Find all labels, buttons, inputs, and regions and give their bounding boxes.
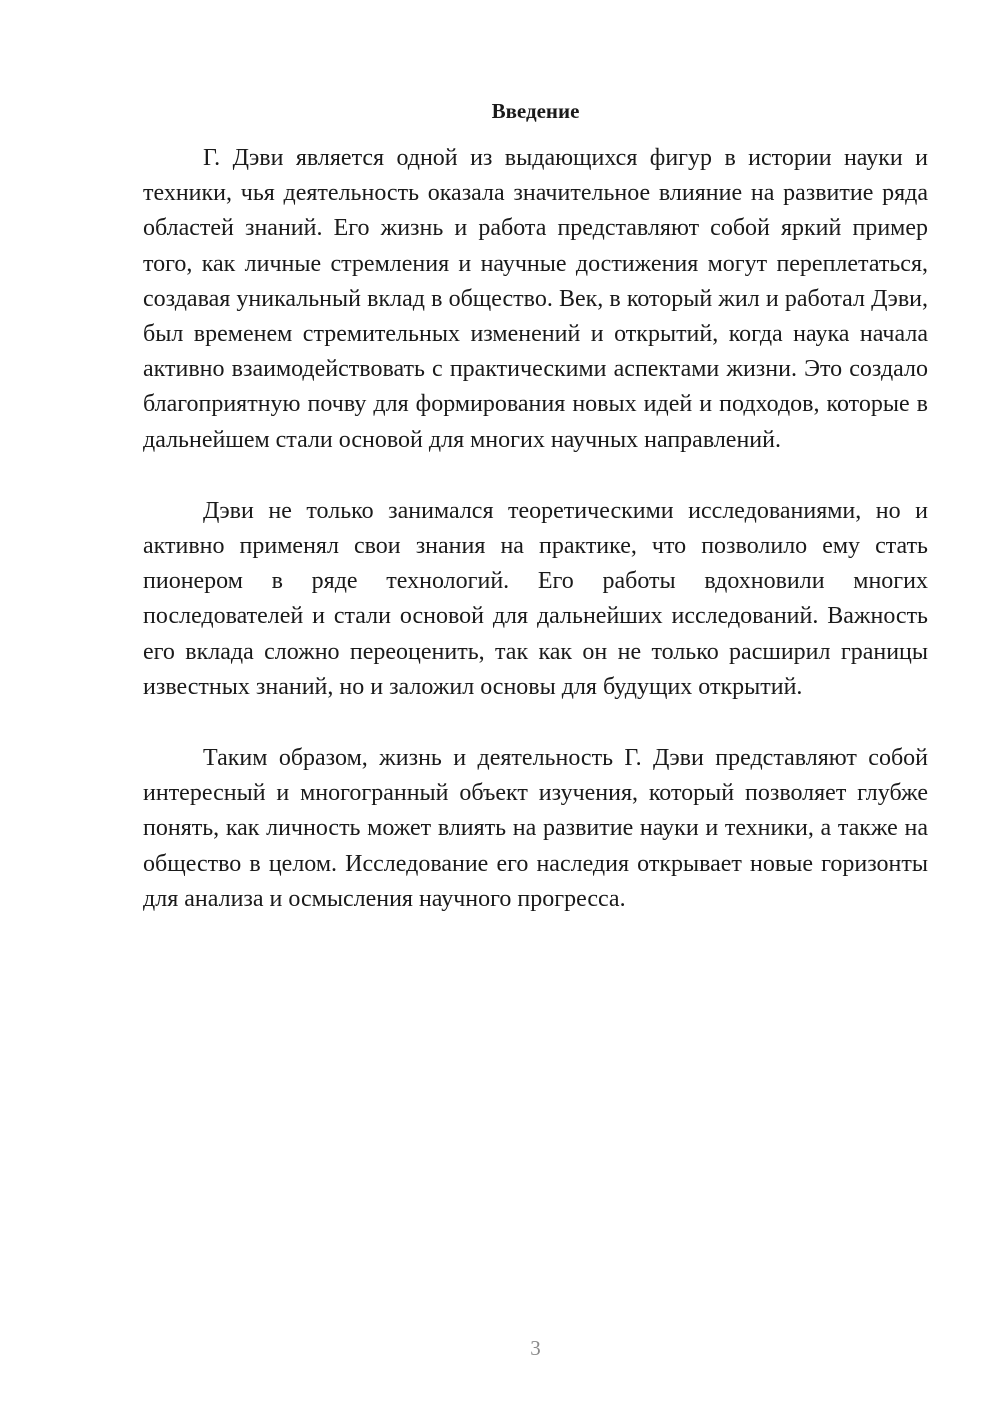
paragraph-2: Дэви не только занимался теоретическими исследованиями, но и активно применял свои знания на практике, что позволило ему стать пионером в ряде технологий. Его работы вдохновили многих последователей и стали основой для дальнейших исследований. Важность его вклада сложно переоценить, так как он не только расширил границы известных знаний, но и заложил основы для будущих открытий. [143, 497, 928, 700]
section-heading: Введение [491, 99, 580, 123]
paragraph-1: Г. Дэви является одной из выдающихся фигур в истории науки и техники, чья деятельность оказала значительное влияние на развитие ряда областей знаний. Его жизнь и работа представляют собой яркий пример того, как личные стремления и научные достижения могут переплетаться, создавая уникальный вклад в общество. Век, в который жил и работал Дэви, был временем стремительных изменений и открытий, когда наука начала активно взаимодействовать с практическими аспектами жизни. Это создало благоприятную почву для формирования новых идей и подходов, которые в дальнейшем стали основой для многих научных направлений. [143, 145, 928, 453]
body-text [143, 141, 928, 953]
paragraph-3: Таким образом, жизнь и деятельность Г. Дэви представляют собой интересный и многогранный объект изучения, который позволяет глубже понять, как личность может влиять на развитие науки и техники, а также на общество в целом. Исследование его наследия открывает новые горизонты для анализа и осмысления научного прогресса. [143, 745, 928, 912]
page-number: 3 [530, 1336, 541, 1360]
